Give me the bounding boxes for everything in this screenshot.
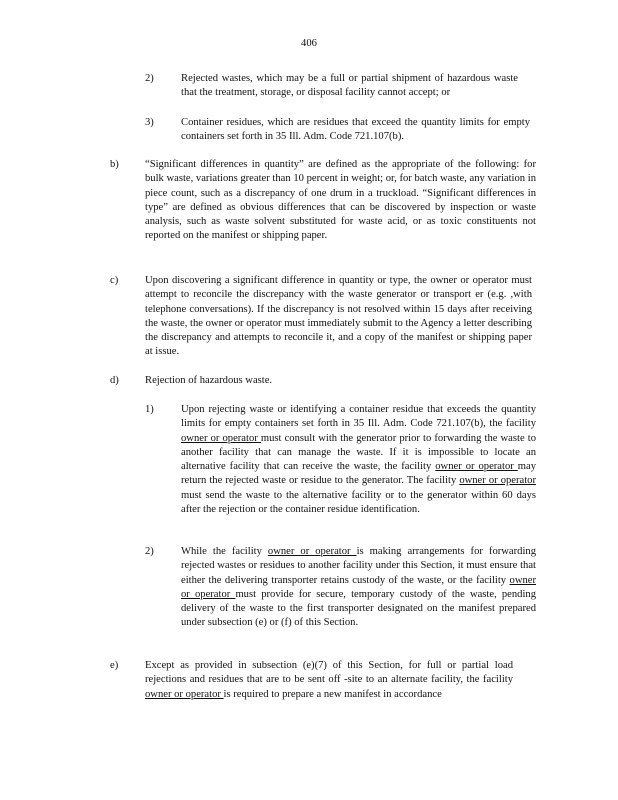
subitem-d1-label: 1) (145, 404, 154, 415)
paragraph-b-label: b) (110, 159, 119, 170)
subitem-a3-label: 3) (145, 117, 154, 128)
amended-text: owner or operator (459, 475, 536, 487)
paragraph-e-text: Except as provided in subsection (e)(7) of this Section, for full or partial load rejections and residues that are to be sent off -site to an alternate facility, the facility owner or operator is required to prepare a new manifest in accordance (145, 660, 513, 700)
subitem-a2-label: 2) (145, 73, 154, 84)
paragraph-e-label: e) (110, 660, 119, 671)
subitem-d2-text: While the facility owner or operator is making arrangements for forwarding rejected wastes or residues to another facility under this Section, it must ensure that either the delivering transporter retains custody of the waste, or the facility owner or operator must provide for secure, temporary custody of the waste, pending delivery of the waste to the first transporter designated on the manifest prepared under subsection (e) or (f) of this Section. (181, 546, 536, 629)
subitem-a2-text: Rejected wastes, which may be a full or partial shipment of hazardous waste that the treatment, storage, or disposal facility cannot accept; or (181, 73, 518, 99)
subitem-d2-label: 2) (145, 546, 154, 557)
amended-text: owner or operator (181, 574, 536, 600)
page-number: 406 (301, 38, 317, 49)
subitem-d1-text: Upon rejecting waste or identifying a container residue that exceeds the quantity limits for empty containers set forth in 35 Ill. Adm. Code 721.107(b), the facility owner or operator must consult with the generator prior to forwarding the waste to another facility that can manage the waste. If it is impossible to locate an alternative facility that can receive the waste, the facility owner or operator may return the rejected waste or residue to the generator. The facility owner or operator must send the waste to the alternative facility or to the generator within 60 days after the rejection or the container residue identification. (181, 404, 536, 516)
subitem-a3-text: Container residues, which are residues that exceed the quantity limits for empty containers set forth in 35 Ill. Adm. Code 721.107(b). (181, 117, 530, 143)
paragraph-d-heading: Rejection of hazardous waste. (145, 375, 273, 386)
paragraph-d-label: d) (110, 375, 119, 386)
amended-text: owner or operator (145, 688, 224, 700)
paragraph-b-text: “Significant differences in quantity” are defined as the appropriate of the following: for bulk waste, variations greater than 10 percent in weight; or, for batch waste, any variation in piece count, such as a discrepancy of one drum in a truckload. “Significant differences in type” are defined as obvious differences that can be discovered by inspection or waste analysis, such as waste solvent substituted for waste acid, or as toxic constituents not reported on the manifest or shipping paper. (145, 159, 536, 242)
amended-text: owner or operator (181, 432, 261, 444)
amended-text: owner or operator (435, 461, 518, 473)
paragraph-c-label: c) (110, 275, 119, 286)
paragraph-c-text: Upon discovering a significant difference in quantity or type, the owner or operator must attempt to reconcile the discrepancy with the waste generator or transport er (e.g. ,with telephone conversations). If the discrepancy is not resolved within 15 days after receiving the waste, the owner or operator must immediately submit to the Agency a letter describing the discrepancy and attempts to reconcile it, and a copy of the manifest or shipping paper at issue. (145, 275, 532, 358)
amended-text: owner or operator (267, 546, 357, 557)
